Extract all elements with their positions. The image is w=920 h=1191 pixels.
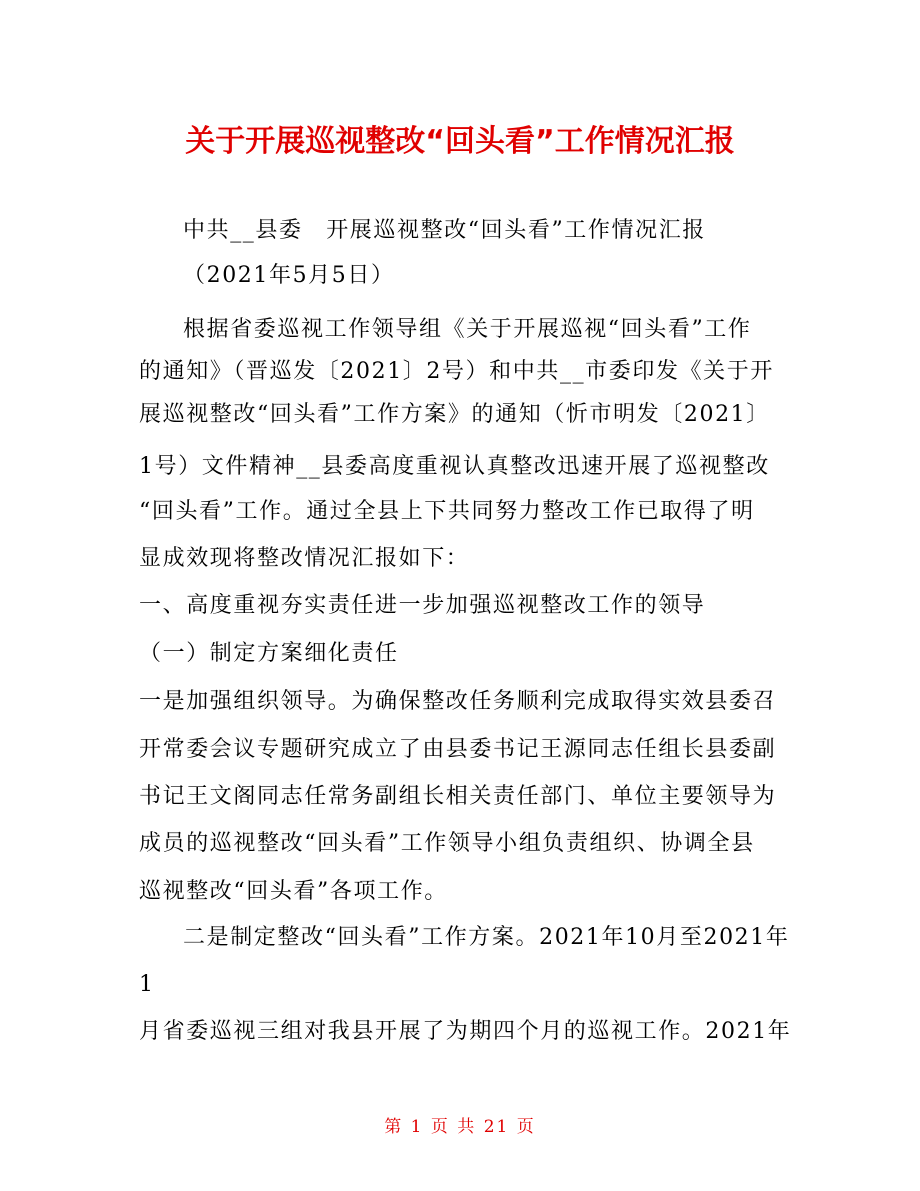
date-line: （2021年5月5日） — [183, 263, 395, 288]
paragraph-line-fragment: 1 — [139, 972, 155, 997]
paragraph-line: 1号）文件精神__县委高度重视认真整改迅速开展了巡视整改 — [139, 454, 770, 479]
paragraph-line: 二是制定整改“回头看”工作方案。2021年10月至2021年 — [183, 925, 790, 950]
subsection-heading: （一）制定方案细化责任 — [139, 641, 399, 666]
paragraph-line: 的通知》（晋巡发〔2021〕2号）和中共__市委印发《关于开 — [139, 359, 774, 384]
paragraph-line: 成员的巡视整改“回头看”工作领导小组负责组织、协调全县 — [139, 831, 755, 856]
paragraph-line: 显成效现将整改情况汇报如下： — [139, 546, 470, 571]
paragraph-line: 一是加强组织领导。为确保整改任务顺利完成取得实效县委召 — [139, 689, 777, 714]
page-number: 第 1 页 共 21 页 — [384, 1117, 536, 1137]
document-title: 关于开展巡视整改“回头看”工作情况汇报 — [185, 124, 735, 159]
paragraph-line: 书记王文阁同志任常务副组长相关责任部门、单位主要领导为 — [139, 784, 777, 809]
paragraph-line: “回头看”工作。通过全县上下共同努力整改工作已取得了明 — [139, 499, 755, 524]
section-heading: 一、高度重视夯实责任进一步加强巡视整改工作的领导 — [139, 593, 706, 618]
paragraph-line: 根据省委巡视工作领导组《关于开展巡视“回头看”工作 — [183, 317, 752, 342]
paragraph-line: 巡视整改“回头看”各项工作。 — [139, 879, 448, 904]
paragraph-line: 展巡视整改“回头看”工作方案》的通知（忻市明发〔2021〕 — [139, 402, 770, 427]
paragraph-line: 开常委会议专题研究成立了由县委书记王源同志任组长县委副 — [139, 737, 777, 762]
subtitle-line: 中共__县委 开展巡视整改“回头看”工作情况汇报 — [183, 218, 706, 243]
paragraph-line: 月省委巡视三组对我县开展了为期四个月的巡视工作。2021年 — [139, 1019, 792, 1044]
